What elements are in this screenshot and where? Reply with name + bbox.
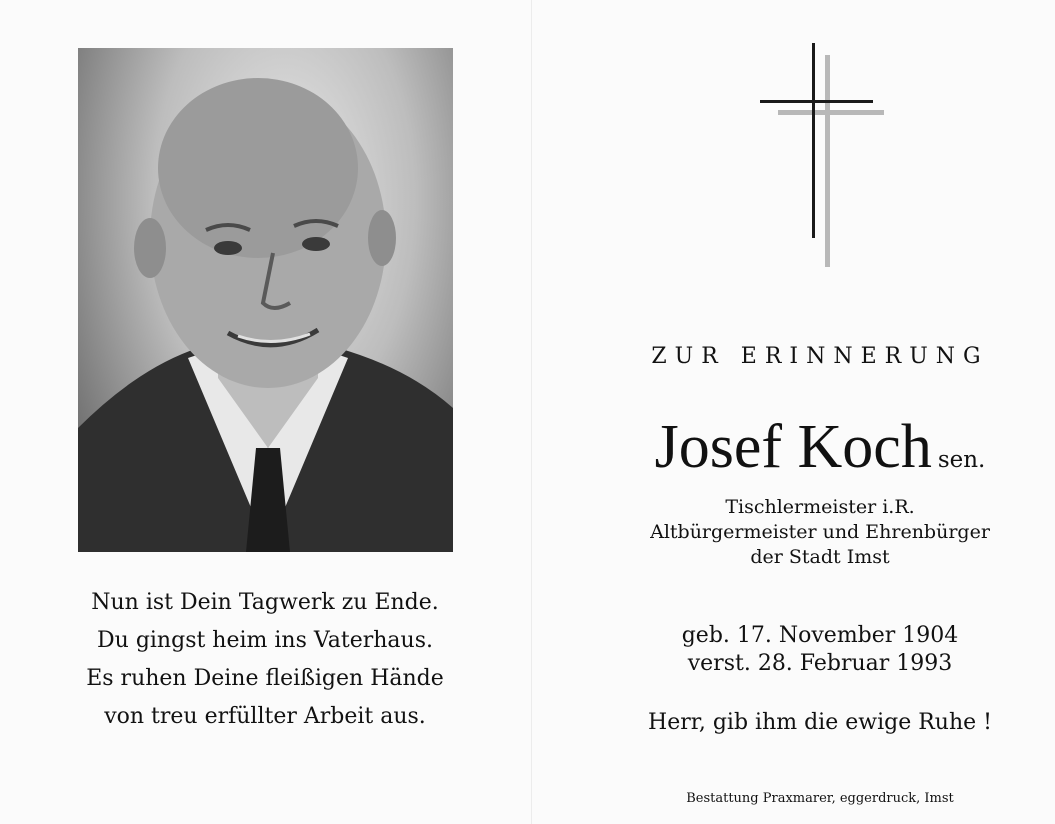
prayer-line: Herr, gib ihm die ewige Ruhe ! [648, 710, 992, 735]
death-date: verst. 28. Februar 1993 [687, 651, 953, 676]
name-suffix: sen. [937, 447, 986, 473]
birth-date: geb. 17. November 1904 [681, 623, 959, 648]
verse-line: Es ruhen Deine fleißigen Hände [86, 666, 444, 691]
title-line: Tischlermeister i.R. [725, 496, 915, 518]
verse-line: Nun ist Dein Tagwerk zu Ende. [91, 590, 439, 615]
title-line: der Stadt Imst [750, 546, 890, 568]
verse-line: Du gingst heim ins Vaterhaus. [97, 628, 433, 653]
deceased-name: Josef Koch [654, 413, 932, 481]
title-line: Altbürgermeister und Ehrenbürger [650, 521, 990, 543]
dates-block [600, 622, 1040, 678]
card-fold [531, 0, 532, 824]
titles-block [600, 495, 1040, 570]
printer-credit: Bestattung Praxmarer, eggerdruck, Imst [686, 791, 954, 806]
portrait-photo [78, 48, 453, 552]
verse-block [60, 584, 470, 736]
deceased-name-line [600, 412, 1040, 483]
intro-heading: ZUR ERINNERUNG [651, 344, 989, 369]
portrait-illustration [78, 48, 453, 552]
verse-line: von treu erfüllter Arbeit aus. [104, 704, 426, 729]
cross-icon [755, 40, 890, 275]
